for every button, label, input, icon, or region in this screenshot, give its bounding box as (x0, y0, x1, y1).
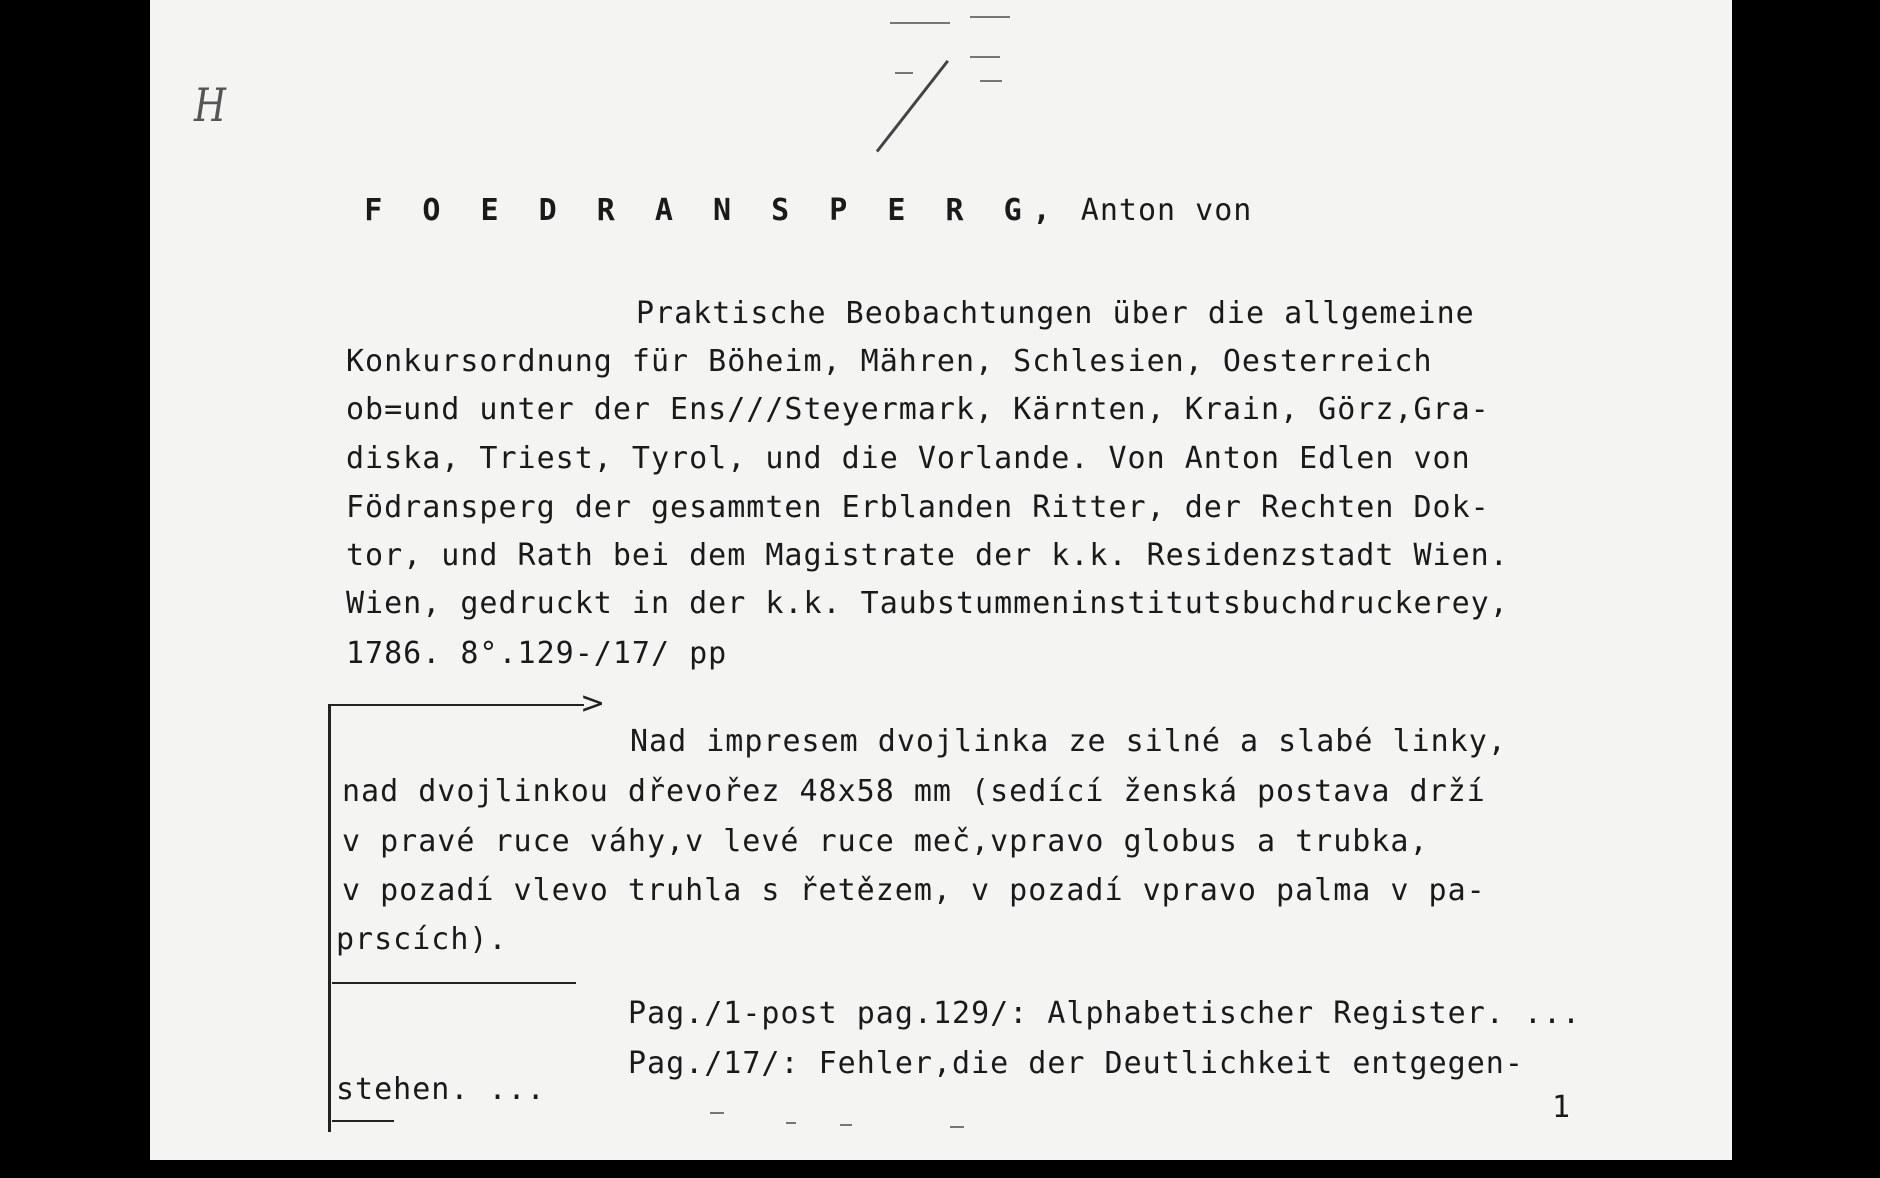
note-line: prscích). (336, 922, 508, 957)
note-line: v pravé ruce váhy,v levé ruce meč,vpravo globus a trubka, (342, 824, 1429, 859)
catalog-card (150, 0, 1732, 1160)
title-line: tor, und Rath bei dem Magistrate der k.k. Residenzstadt Wien. (346, 538, 1509, 573)
register-line: Pag./17/: Fehler,die der Deutlichkeit entgegen- (628, 1046, 1524, 1081)
note-line: v pozadí vlevo truhla s řetězem, v pozadí vpravo palma v pa- (342, 873, 1486, 908)
title-line: Wien, gedruckt in der k.k. Taubstummeninstitutsbuchdruckerey, (346, 586, 1509, 621)
register-line: Pag./1-post pag.129/: Alphabetischer Register. ... (628, 996, 1582, 1031)
title-line: 1786. 8°.129-/17/ pp (346, 636, 728, 671)
bracket-vertical-rule (328, 704, 331, 1132)
note-line: nad dvojlinkou dřevořez 48x58 mm (sedící ženská postava drží (342, 774, 1486, 809)
handwritten-mark: H (194, 78, 227, 132)
note-line: Nad impresem dvojlinka ze silné a slabé linky, (630, 724, 1507, 759)
card-heading (288, 158, 1252, 263)
page-number: 1 (1552, 1090, 1572, 1125)
heading-surname: F O E D R A N S P E R G, (364, 193, 1062, 228)
scan-speck (895, 72, 913, 74)
heading-given-name: Anton von (1080, 193, 1253, 228)
scan-speck (970, 16, 1010, 18)
register-line: stehen. ... (336, 1072, 546, 1107)
bracket-top-rule (328, 704, 584, 706)
scan-speck (710, 1112, 724, 1114)
title-line: Födransperg der gesammten Erblanden Ritter, der Rechten Dok- (346, 490, 1490, 525)
scan-speck (840, 1124, 852, 1126)
bracket-middle-rule (332, 982, 576, 984)
title-line: diska, Triest, Tyrol, und die Vorlande. Von Anton Edlen von (346, 441, 1471, 476)
scan-speck (786, 1122, 796, 1124)
title-line: Konkursordnung für Böheim, Mähren, Schlesien, Oesterreich (346, 344, 1433, 379)
scan-speck (970, 56, 1000, 58)
title-line: Praktische Beobachtungen über die allgemeine (636, 296, 1475, 331)
bracket-bottom-rule (332, 1120, 394, 1122)
scan-speck (950, 1126, 964, 1128)
scan-speck (890, 22, 950, 24)
arrow-head: > (580, 686, 606, 721)
title-line: ob=und unter der Ens///Steyermark, Kärnten, Krain, Görz,Gra- (346, 392, 1490, 427)
scan-speck (980, 80, 1002, 82)
